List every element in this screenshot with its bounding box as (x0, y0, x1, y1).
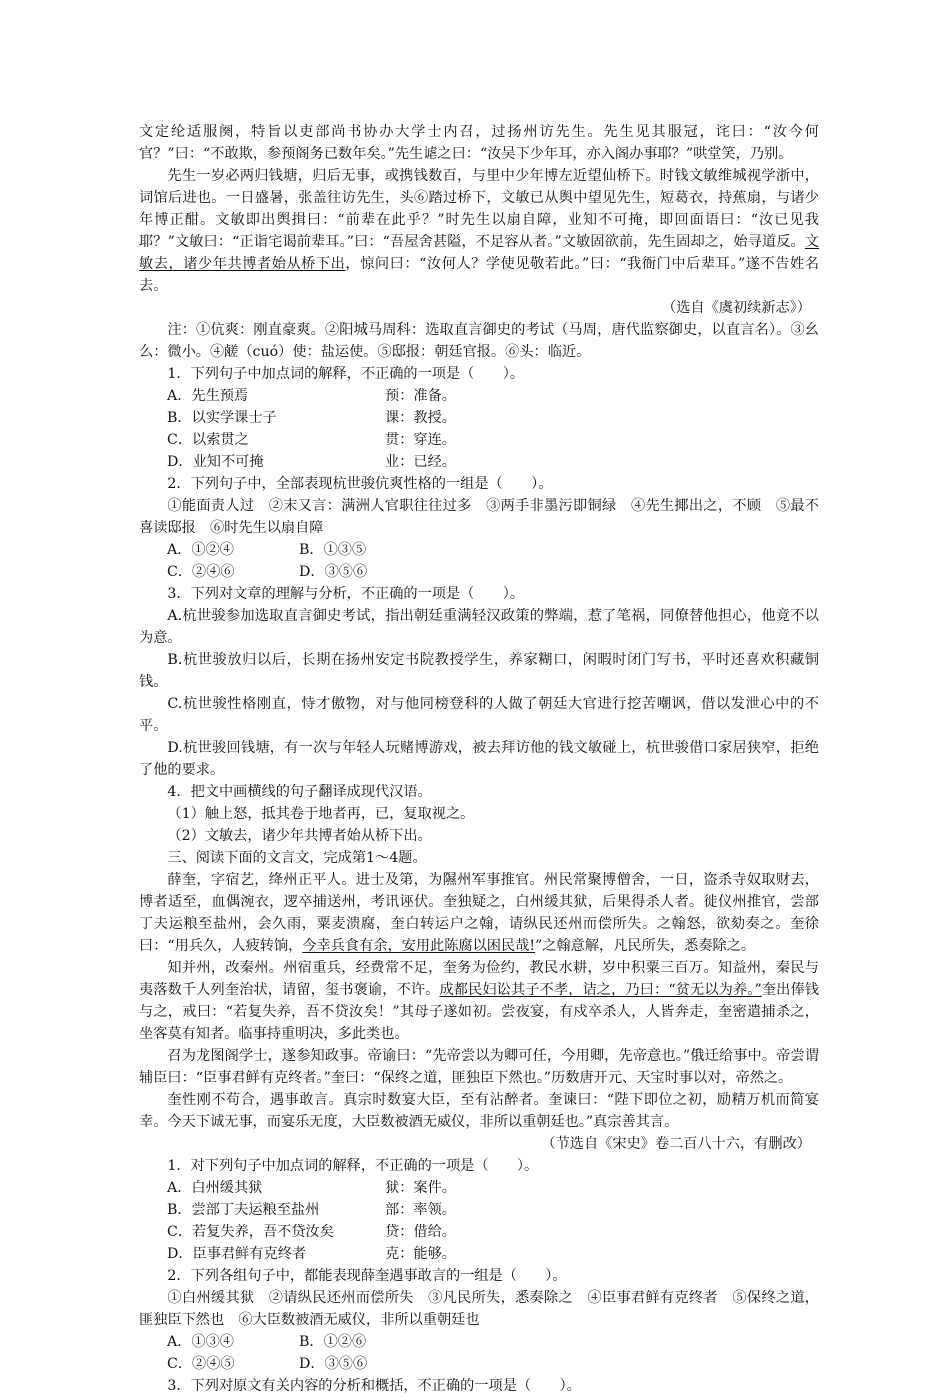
answer-choice: A．①③④ (167, 1334, 234, 1350)
answer-option (139, 385, 819, 407)
answer-choices (139, 561, 819, 583)
passage-paragraph: 文定纶适服阕，特旨以吏部尚书协办大学士内召，过扬州访先生。先生见其服冠，诧曰：“汝今何官？”曰：“不敢欺，参预阁务已数年矣。”先生谑之曰：“汝吴下少年耳，亦入阁办事耶？”哄堂笑，乃别。 (139, 124, 819, 162)
question-stem: 3．下列对文章的理解与分析，不正确的一项是（ ）。 (167, 586, 525, 602)
question-stem: 2．下列句子中，全部表现杭世骏伉爽性格的一组是（ ）。 (167, 476, 553, 492)
passage-text: 知并州，改秦州。州宿重兵，经费常不足，奎务为俭约，教民水耕，岁中积粟三百万。知益州，秦民与夷落数千人列奎治状，请留，玺书褒谕，不许。 (139, 960, 819, 998)
answer-option (139, 1177, 819, 1199)
answer-option (139, 1199, 819, 1221)
answer-choices (139, 539, 819, 561)
answer-option (139, 1221, 819, 1243)
option-gloss: 贯：穿连。 (385, 432, 456, 448)
question-stem: 3．下列对原文有关内容的分析和概括，不正确的一项是（ ）。 (167, 1378, 581, 1394)
passage-text: 薛奎，字宿艺，绛州正平人。进士及第，为隰州军事推官。州民常聚博僧舍，一日，盗杀寺奴取财去，博者适至，血偶涴衣，逻卒捕送州，考讯诬伏。奎独疑之，白州缓其狱，后果得杀人者。徙仪州推官，尝部丁夫运粮至盐州，会久雨，粟麦溃腐，奎白转运户之翰，请纵民还州而偿所失。之翰怒，欲劾奏之。奎徐曰：“用兵久，人疲转饷， (139, 872, 819, 954)
answer-choice: D．③⑤⑥ (299, 564, 368, 580)
passage-text: 奎出俸钱与之，戒曰：“若复失养，吾不贷汝矣！”其母子遂如初。尝夜宴，有戍卒杀人，人皆奔走，奎密遣捕杀之，坐客莫有知者。临事持重明决，多此类也。 (139, 982, 819, 1042)
answer-option: A.杭世骏参加选取直言御史考试，指出朝廷重满轻汉政策的弊端，惹了笔祸，同僚替他担心，他竟不以为意。 (139, 608, 819, 646)
answer-choice: C．②④⑤ (167, 1356, 235, 1372)
question-stem: 1．下列句子中加点词的解释，不正确的一项是（ ）。 (167, 366, 525, 382)
question-stem: 1．对下列句子中加点词的解释，不正确的一项是（ ）。 (167, 1158, 539, 1174)
option-gloss: 贷：借给。 (385, 1224, 456, 1240)
option-gloss: 狱：案件。 (385, 1180, 456, 1196)
passage-text: ”之翰意解，凡民所失，悉奏除之。 (535, 938, 756, 954)
answer-option (139, 1243, 819, 1265)
translation-sentence: （2）文敏去，诸少年共博者始从桥下出。 (167, 828, 432, 844)
underlined-sentence: 文敏去，诸少年共博者始从桥下出 (139, 234, 819, 272)
option-sentence: D．臣事君鲜有克终者 (167, 1246, 307, 1262)
passage-paragraph (139, 869, 819, 957)
option-gloss: 预：准备。 (385, 388, 456, 404)
passage-paragraph (139, 957, 819, 1045)
answer-choice: A．①②④ (167, 542, 234, 558)
passage-text: 先生一岁必两归钱塘，归后无事，或携钱数百，与里中少年博左近望仙桥下。时钱文敏维城视学浙中，词馆后进也。一日盛暑，张盖往访先生，头⑥踏过桥下，文敏已从舆中望见先生，短葛衣，持蕉扇，与诸少年博正酣。文敏即出舆揖曰：“前辈在此乎？”时先生以扇自障，业知不可掩，即回面语曰：“汝已见我耶？”文敏曰：“正诣宅谒前辈耳。”曰：“吾屋舍甚隘，不足容从者。”文敏固欲前，先生固却之，始寻道反。 (139, 168, 819, 250)
question-items: ①能面责人过 ②末又言：满洲人官职往往过多 ③两手非墨污即铜绿 ④先生揶出之，不顾 ⑤最不喜读邸报 ⑥时先生以扇自障 (139, 498, 819, 536)
source-citation: （节选自《宋史》卷二百八十六，有删改） (541, 1136, 811, 1152)
option-sentence: B．以实学课士子 (167, 410, 277, 426)
answer-choice: B．①③⑤ (299, 542, 367, 558)
option-sentence: A．白州缓其狱 (167, 1180, 263, 1196)
question-items: ①白州缓其狱 ②请纵民还州而偿所失 ③凡民所失，悉奏除之 ④臣事君鲜有克终者 ⑤保终之道，匪独臣下然也 ⑥大臣数被酒无威仪，非所以重朝廷也 (139, 1290, 819, 1328)
answer-option (139, 451, 819, 473)
option-sentence: C．若复失养，吾不贷汝矣 (167, 1224, 334, 1240)
answer-choice: C．②④⑥ (167, 564, 235, 580)
answer-option: D.杭世骏回钱塘，有一次与年轻人玩赌博游戏，被去拜访他的钱文敏碰上，杭世骏借口家居狭窄，拒绝了他的要求。 (139, 740, 819, 778)
question-stem: 4．把文中画横线的句子翻译成现代汉语。 (167, 784, 432, 800)
underlined-sentence: 今幸兵食有余，安用此陈腐以困民哉! (302, 938, 536, 954)
underlined-sentence: 成都民妇讼其子不孝，诘之，乃曰：“贫无以为养。” (439, 982, 762, 998)
answer-option: B.杭世骏放归以后，长期在扬州安定书院教授学生，养家糊口，闲暇时闭门写书，平时还喜欢积藏铜钱。 (139, 652, 819, 690)
annotation-note: 注：①伉爽：刚直豪爽。②阳城马周科：选取直言御史的考试（马周，唐代监察御史，以直言名）。③幺么：微小。④鹾（cuó）使：盐运使。⑤邸报：朝廷官报。⑥头：临近。 (139, 322, 819, 360)
answer-option (139, 429, 819, 451)
section-heading: 三、阅读下面的文言文，完成第1～4题。 (167, 850, 427, 866)
passage-paragraph: 召为龙图阁学士，遂参知政事。帝谕曰：“先帝尝以为卿可任，今用卿，先帝意也。”俄迁给事中。帝尝谓辅臣曰：“臣事君鲜有克终者。”奎曰：“保终之道，匪独臣下然也。”历数唐开元、天宝时事以对，帝然之。 (139, 1048, 819, 1086)
answer-choice: B．①②⑥ (299, 1334, 367, 1350)
passage-paragraph (139, 165, 819, 297)
question-stem: 2．下列各组句子中，都能表现薛奎遇事敢言的一组是（ ）。 (167, 1268, 567, 1284)
option-sentence: A．先生预焉 (167, 388, 249, 404)
translation-sentence: （1）触上怒，抵其卷于地者再，已，复取视之。 (167, 806, 475, 822)
option-gloss: 业：已经。 (385, 454, 456, 470)
document-page (139, 121, 819, 1397)
option-sentence: B．尝部丁夫运粮至盐州 (167, 1202, 320, 1218)
answer-option (139, 407, 819, 429)
passage-text: ，惊问曰：“汝何人？学使见敬若此。”曰：“我衙门中后辈耳。”遂不告姓名去。 (139, 256, 819, 294)
answer-choices (139, 1331, 819, 1353)
answer-option: C.杭世骏性格刚直，恃才傲物，对与他同榜登科的人做了朝廷大官进行挖苦嘲讽，借以发泄心中的不平。 (139, 696, 819, 734)
option-gloss: 部：率领。 (385, 1202, 456, 1218)
passage-paragraph: 奎性刚不苟合，遇事敢言。真宗时数宴大臣，至有沾醉者。奎谏曰：“陛下即位之初，励精万机而简宴幸。今天下诚无事，而宴乐无度，大臣数被酒无威仪，非所以重朝廷也。”真宗善其言。 (139, 1092, 819, 1130)
option-gloss: 课：教授。 (385, 410, 456, 426)
option-gloss: 克：能够。 (385, 1246, 456, 1262)
option-sentence: D．业知不可掩 (167, 454, 264, 470)
answer-choices (139, 1353, 819, 1375)
answer-choice: D．③⑤⑥ (299, 1356, 368, 1372)
option-sentence: C．以索贯之 (167, 432, 249, 448)
source-citation: （选自《虞初续新志》） (662, 300, 811, 316)
